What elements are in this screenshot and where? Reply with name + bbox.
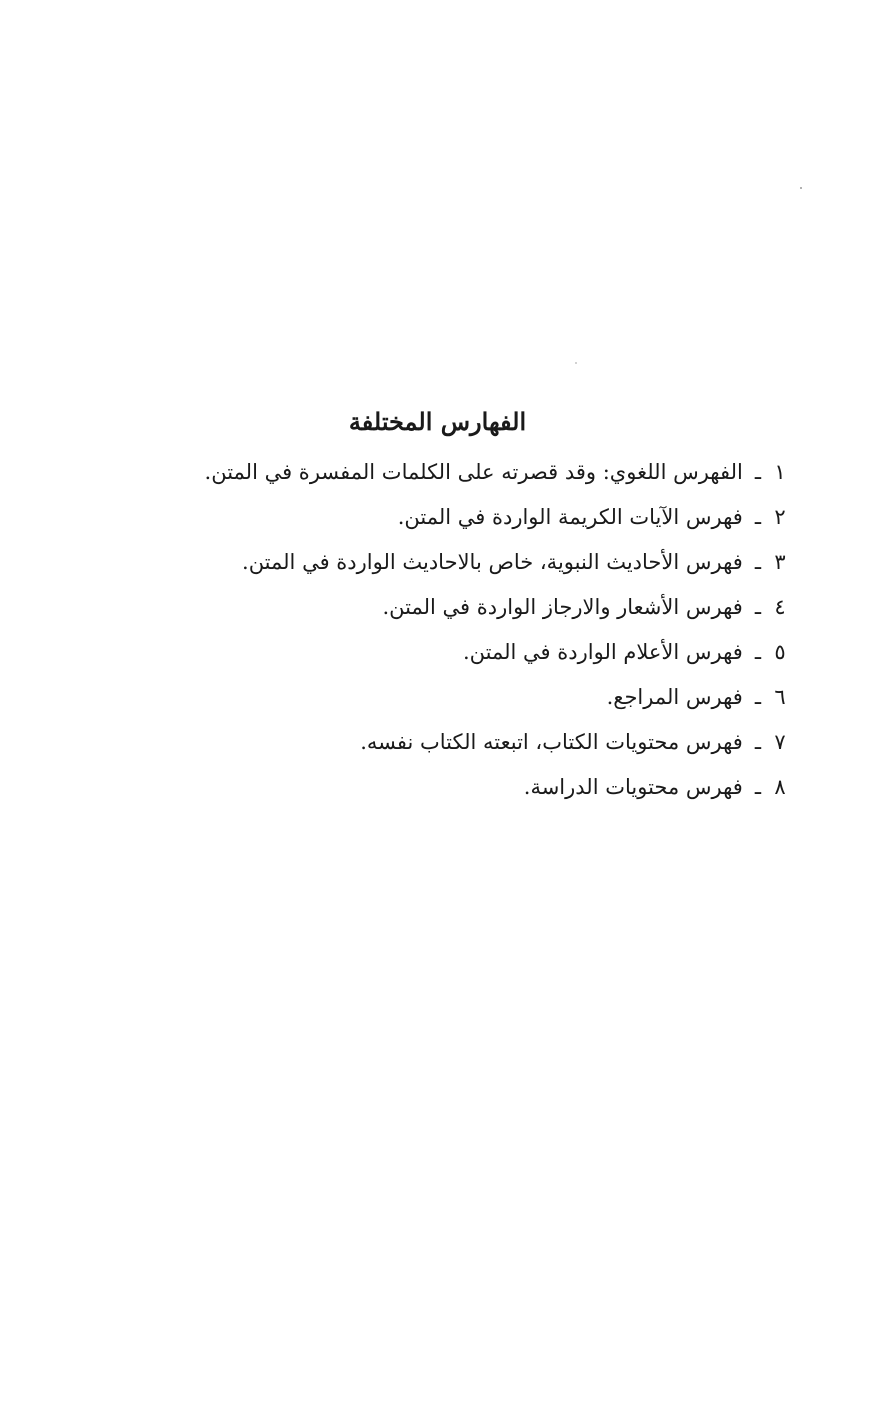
list-item (97, 720, 787, 765)
item-dash: ـ (754, 460, 761, 484)
scan-speck (575, 362, 577, 364)
list-item (97, 630, 787, 675)
item-dash: ـ (754, 685, 761, 709)
item-number: ٢ (774, 505, 786, 529)
list-item (97, 495, 787, 540)
scan-speck (800, 187, 802, 189)
item-text: فهرس الآيات الكريمة الواردة في المتن. (397, 505, 743, 529)
item-number: ٣ (774, 550, 786, 574)
item-dash: ـ (754, 640, 761, 664)
item-text: الفهرس اللغوي: وقد قصرته على الكلمات المفسرة في المتن. (204, 460, 743, 484)
list-item (97, 675, 787, 720)
item-number: ٤ (774, 595, 786, 619)
item-text: فهرس محتويات الدراسة. (523, 775, 743, 799)
index-list (97, 450, 787, 810)
item-dash: ـ (754, 775, 761, 799)
item-dash: ـ (754, 595, 761, 619)
item-number: ٦ (774, 685, 786, 709)
item-dash: ـ (754, 730, 761, 754)
item-text: فهرس الأحاديث النبوية، خاص بالاحاديث الواردة في المتن. (242, 550, 743, 574)
item-dash: ـ (754, 505, 761, 529)
list-item (97, 450, 787, 495)
list-item (97, 585, 787, 630)
item-number: ٧ (774, 730, 786, 754)
item-number: ٥ (774, 640, 786, 664)
item-text: فهرس الأشعار والارجاز الواردة في المتن. (382, 595, 743, 619)
item-dash: ـ (754, 550, 761, 574)
list-item (97, 540, 787, 585)
list-item (97, 765, 787, 810)
item-number: ٨ (774, 775, 786, 799)
item-text: فهرس الأعلام الواردة في المتن. (463, 640, 743, 664)
item-text: فهرس المراجع. (606, 685, 743, 709)
page-heading: الفهارس المختلفة (348, 407, 527, 437)
item-text: فهرس محتويات الكتاب، اتبعته الكتاب نفسه. (360, 730, 743, 754)
item-number: ١ (774, 460, 786, 484)
